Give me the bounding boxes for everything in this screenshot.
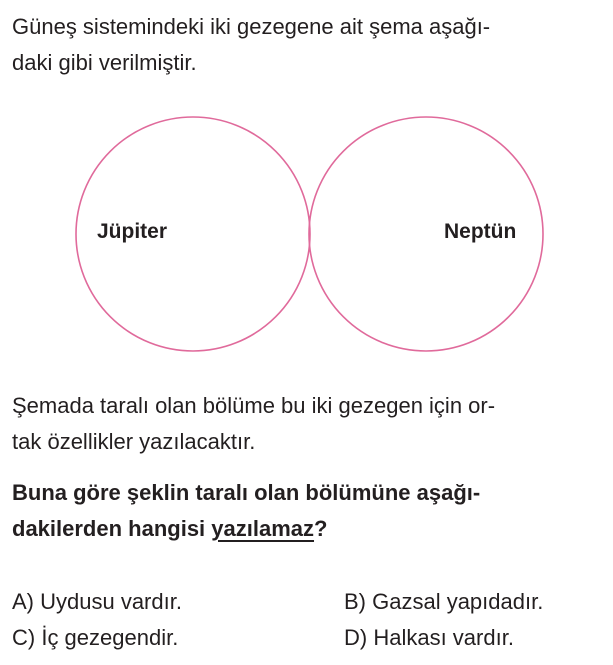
jupiter-label: Jüpiter	[97, 220, 168, 243]
venn-diagram	[0, 100, 613, 380]
option-b[interactable]: B) Gazsal yapıdadır.	[344, 589, 544, 614]
option-d[interactable]: D) Halkası vardır.	[344, 625, 514, 650]
question-suffix: ?	[314, 516, 328, 541]
option-a[interactable]: A) Uydusu vardır.	[12, 589, 182, 614]
statement-line-2: tak özellikler yazılacaktır.	[12, 429, 256, 454]
option-c[interactable]: C) İç gezegendir.	[12, 625, 179, 650]
question-prefix: dakilerden hangisi	[12, 516, 212, 541]
question-emphasis: yazılamaz	[211, 516, 315, 541]
statement-line-1: Şemada taralı olan bölüme bu iki gezegen için or-	[12, 393, 496, 418]
question-line-2	[12, 516, 327, 542]
venn-diagram-svg	[0, 100, 613, 380]
neptune-label: Neptün	[444, 220, 517, 243]
question-line-1: Buna göre şeklin taralı olan bölümüne aşağı-	[12, 480, 481, 505]
intro-line-1: Güneş sistemindeki iki gezegene ait şema aşağı-	[12, 14, 491, 39]
intro-line-2: daki gibi verilmiştir.	[12, 50, 197, 75]
